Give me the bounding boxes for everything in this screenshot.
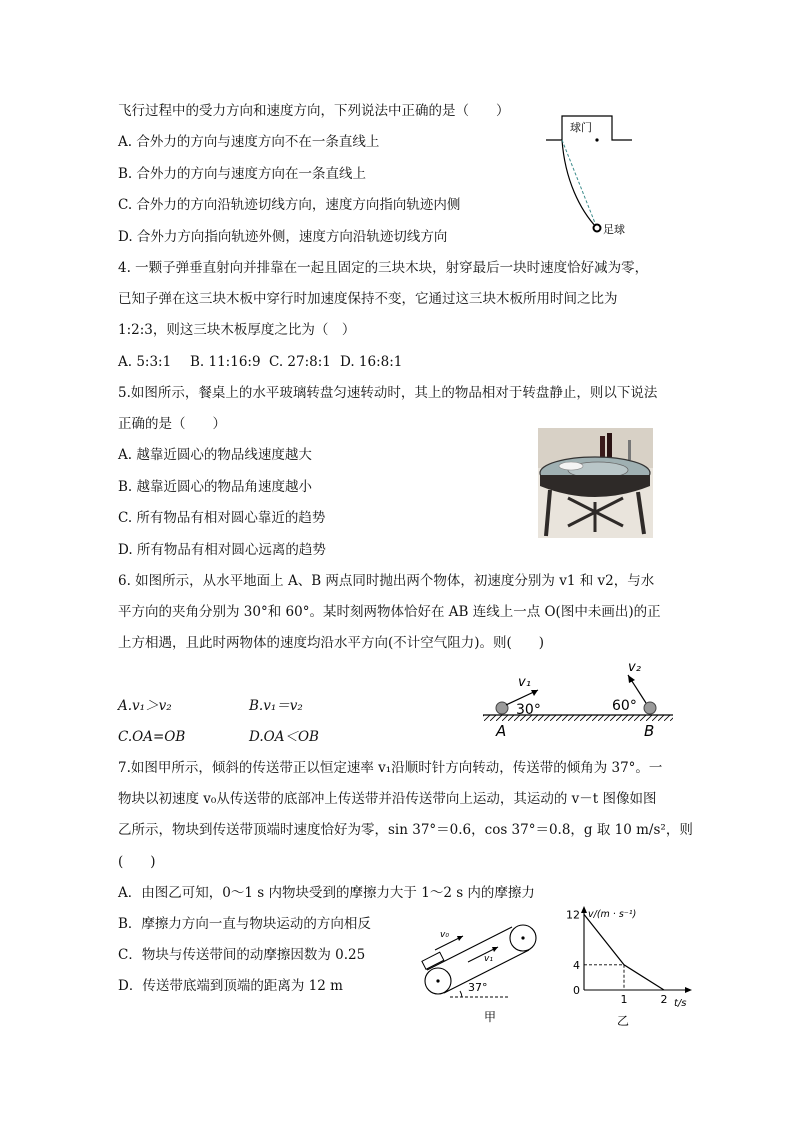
conveyor-v1-label: v₁ — [484, 954, 493, 964]
y-tick-label: 4 — [573, 958, 580, 972]
q6-option-a: A.v₁＞v₂ — [118, 698, 172, 714]
q3-stem: 飞行过程中的受力方向和速度方向，下列说法中正确的是（ ） — [118, 103, 510, 119]
v2-label: v₂ — [628, 660, 641, 675]
y-tick-label: 12 — [566, 908, 580, 922]
q6-option-b: B.v₁＝v₂ — [249, 698, 303, 714]
q7-option-d: D．传送带底端到顶端的距离为 12 m — [118, 978, 343, 994]
chart-caption: 乙 — [617, 1014, 630, 1027]
q5-line-1: 5.如图所示，餐桌上的水平玻璃转盘匀速转动时，其上的物品相对于转盘静止，则以下说法 — [118, 385, 658, 401]
q4-option-d: D. 16:8:1 — [340, 354, 403, 370]
turntable-photo — [538, 428, 653, 538]
q5-option-d: D. 所有物品有相对圆心远离的趋势 — [118, 542, 326, 558]
q4-line-1: 4. 一颗子弹垂直射向并排靠在一起且固定的三块木块，射穿最后一块时速度恰好减为零， — [118, 260, 649, 276]
q5-line-2: 正确的是（ ） — [118, 416, 226, 432]
q6-line-1: 6. 如图所示，从水平地面上 A、B 两点同时抛出两个物体，初速度分别为 v1 和 v2，与水 — [118, 573, 655, 589]
q4-option-a: A. 5:3:1 — [118, 354, 172, 370]
point-a-label: A — [496, 722, 507, 740]
series-line — [584, 914, 664, 990]
goal-point-icon — [595, 138, 598, 141]
q7-line-2: 物块以初速度 v₀从传送带的底部冲上传送带并沿传送带向上运动，其运动的 v－t 图像如图 — [118, 791, 657, 807]
conveyor-angle-label: 37° — [468, 981, 488, 994]
q7-option-c: C．物块与传送带间的动摩擦因数为 0.25 — [118, 947, 366, 963]
q5-option-a: A. 越靠近圆心的物品线速度越大 — [118, 447, 312, 463]
q3-option-c: C. 合外力的方向沿轨迹切线方向，速度方向指向轨迹内侧 — [118, 197, 461, 213]
q7-line-1: 7.如图甲所示，倾斜的传送带正以恒定速率 v₁沿顺时针方向转动，传送带的倾角为 37°。一 — [118, 760, 663, 776]
q6-line-3: 上方相遇，且此时两物体的速度均沿水平方向(不计空气阻力)。则( ) — [118, 635, 545, 651]
vt-chart — [560, 902, 700, 1027]
q3-option-a: A. 合外力的方向与速度方向不在一条直线上 — [118, 134, 380, 150]
straight-dashed-line — [562, 140, 597, 228]
q6-line-2: 平方向的夹角分别为 30°和 60°。某时刻两物体恰好在 AB 连线上一点 O(图中未画出)的正 — [118, 604, 661, 620]
q7-option-a: A．由图乙可知，0～1 s 内物块受到的摩擦力大于 1～2 s 内的摩擦力 — [118, 885, 535, 901]
q7-option-b: B．摩擦力方向一直与物块运动的方向相反 — [118, 916, 371, 932]
ball-label: 足球 — [603, 223, 625, 236]
q4-line-2: 已知子弹在这三块木板中穿行时加速度保持不变，它通过这三块木板所用时间之比为 — [118, 291, 618, 307]
q4-option-c: C. 27:8:1 — [269, 354, 331, 370]
ball-icon — [594, 225, 601, 232]
v1-label: v₁ — [518, 675, 531, 690]
q3-option-b: B. 合外力的方向与速度方向在一条直线上 — [118, 166, 367, 182]
conveyor-figure — [418, 915, 553, 1025]
q4-line-3: 1:2:3，则这三块木板厚度之比为（ ） — [118, 322, 356, 338]
goal-figure — [540, 110, 640, 240]
point-b-label: B — [644, 722, 655, 740]
angle-b-label: 60° — [612, 698, 637, 714]
angle-a-label: 30° — [516, 702, 541, 718]
x-tick-label: 1 — [620, 993, 628, 1006]
q6-option-c: C.OA=OB — [118, 729, 186, 745]
x-tick-label: 2 — [660, 993, 668, 1006]
projectile-figure — [478, 655, 678, 741]
ball-b-icon — [644, 702, 656, 714]
y-tick-label: 0 — [573, 984, 580, 997]
y-axis-arrow-icon — [581, 906, 587, 913]
q5-option-c: C. 所有物品有相对圆心靠近的趋势 — [118, 510, 326, 526]
q6-option-d: D.OA＜OB — [249, 729, 319, 745]
y-axis-label: v/(m · s⁻¹) — [588, 909, 637, 920]
q5-option-b: B. 越靠近圆心的物品角速度越小 — [118, 479, 313, 495]
goal-label: 球门 — [570, 121, 592, 134]
x-axis-arrow-icon — [685, 987, 692, 993]
q4-option-b: B. 11:16:9 — [190, 354, 261, 370]
conveyor-v0-label: v₀ — [440, 930, 449, 940]
q3-option-d: D. 合外力方向指向轨迹外侧，速度方向沿轨迹切线方向 — [118, 229, 448, 245]
ball-a-icon — [496, 702, 508, 714]
conveyor-caption: 甲 — [484, 1010, 497, 1024]
q7-line-4: ( ) — [118, 854, 156, 870]
q7-line-3: 乙所示，物块到传送带顶端时速度恰好为零，sin 37°＝0.6，cos 37°＝0.8，g 取 10 m/s²，则 — [118, 822, 693, 838]
x-axis-label: t/s — [674, 998, 687, 1009]
